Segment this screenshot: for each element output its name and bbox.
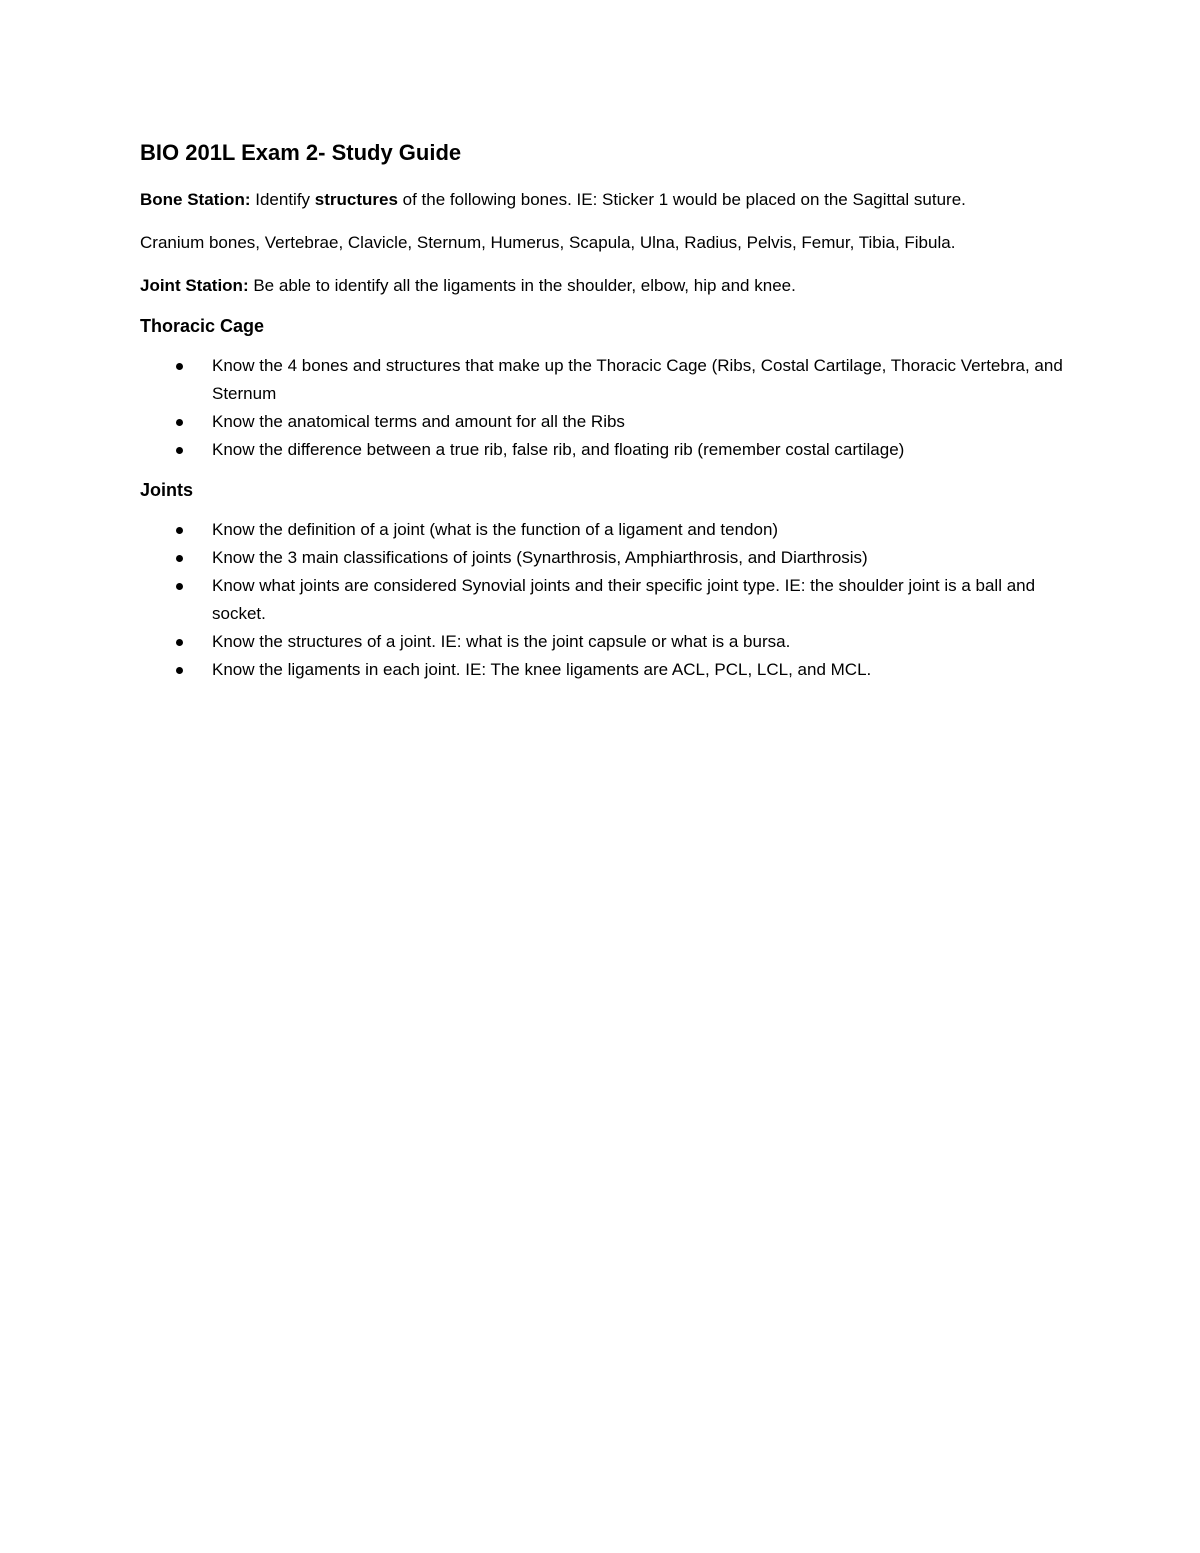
bone-station-colon: : — [244, 190, 251, 210]
joints-list — [140, 516, 1080, 684]
list-item — [140, 544, 1080, 572]
bones-list-paragraph: Cranium bones, Vertebrae, Clavicle, Sternum, Humerus, Scapula, Ulna, Radius, Pelvis, Femur, Tibia, Fibula. — [140, 233, 956, 253]
bullet-icon — [176, 447, 183, 454]
list-item — [140, 572, 1080, 628]
bone-station-text-before: Identify — [250, 190, 315, 210]
bullet-icon — [176, 639, 183, 646]
bullet-icon — [176, 527, 183, 534]
joint-station-text: Be able to identify all the ligaments in the shoulder, elbow, hip and knee. — [248, 276, 796, 296]
list-item — [140, 352, 1080, 408]
bone-station-label: Bone Station — [140, 190, 245, 210]
bullet-icon — [176, 419, 183, 426]
list-item-text: Know the anatomical terms and amount for all the Ribs — [212, 411, 625, 431]
list-item — [140, 436, 1080, 464]
list-item — [140, 516, 1080, 544]
joints-heading: Joints — [140, 479, 194, 500]
joint-station-label: Joint Station — [140, 276, 243, 296]
list-item-text: Know what joints are considered Synovial joints and their specific joint type. IE: the shoulder joint is a ball and socket. — [212, 575, 1036, 623]
bullet-icon — [176, 363, 183, 370]
list-item-text: Know the structures of a joint. IE: what is the joint capsule or what is a bursa. — [212, 631, 791, 651]
joint-station-paragraph — [140, 272, 1080, 300]
thoracic-cage-heading: Thoracic Cage — [140, 316, 265, 337]
document-title: BIO 201L Exam 2- Study Guide — [140, 140, 462, 165]
thoracic-cage-list — [140, 352, 1080, 464]
list-item-text: Know the difference between a true rib, false rib, and floating rib (remember costal cartilage) — [212, 439, 905, 459]
document-page — [140, 140, 1080, 700]
bone-station-bold-word: structures — [314, 190, 398, 210]
list-item-text: Know the ligaments in each joint. IE: The knee ligaments are ACL, PCL, LCL, and MCL. — [212, 659, 872, 679]
list-item-text: Know the definition of a joint (what is the function of a ligament and tendon) — [212, 519, 779, 539]
bullet-icon — [176, 555, 183, 562]
list-item-text: Know the 3 main classifications of joints (Synarthrosis, Amphiarthrosis, and Diarthrosis) — [212, 547, 868, 567]
bone-station-text-after: of the following bones. IE: Sticker 1 would be placed on the Sagittal suture. — [397, 190, 966, 210]
bone-station-paragraph — [140, 186, 1080, 214]
bullet-icon — [176, 583, 183, 590]
list-item — [140, 656, 1080, 684]
list-item — [140, 628, 1080, 656]
bullet-icon — [176, 667, 183, 674]
list-item — [140, 408, 1080, 436]
list-item-text: Know the 4 bones and structures that make up the Thoracic Cage (Ribs, Costal Cartilage, Thoracic Vertebra, and Sternum — [212, 355, 1063, 403]
joint-station-colon: : — [242, 276, 249, 296]
